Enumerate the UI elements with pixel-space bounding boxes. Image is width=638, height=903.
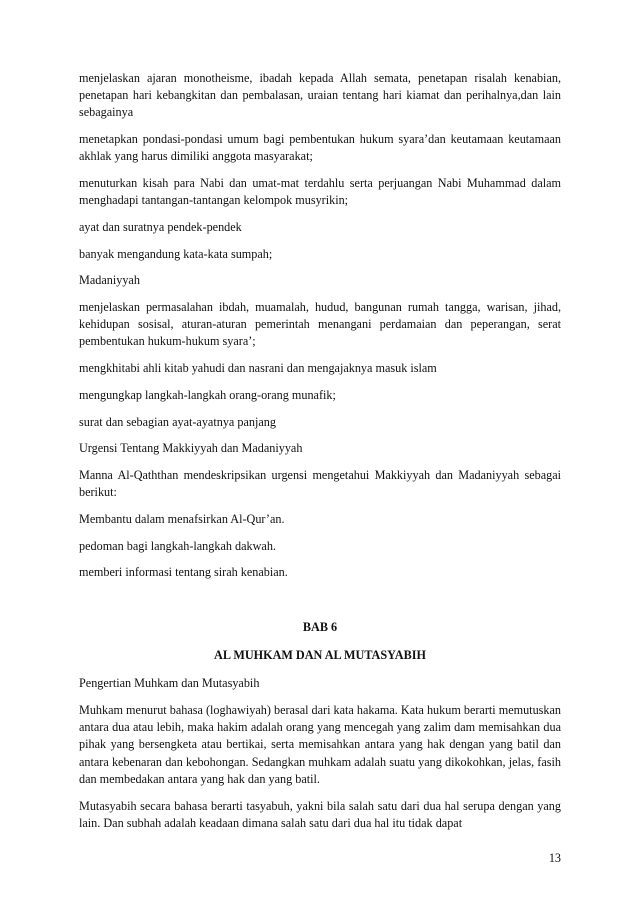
section-heading-pengertian: Pengertian Muhkam dan Mutasyabih [79,676,260,691]
paragraph: mengungkap langkah-langkah orang-orang munafik; [79,387,336,402]
page-content [79,70,561,842]
paragraph: pedoman bagi langkah-langkah dakwah. [79,538,276,553]
paragraph: mengkhitabi ahli kitab yahudi dan nasrani dan mengajaknya masuk islam [79,361,437,376]
chapter-label: BAB 6 [302,619,338,634]
paragraph: banyak mengandung kata-kata sumpah; [79,246,273,261]
section-heading-urgensi: Urgensi Tentang Makkiyyah dan Madaniyyah [79,441,303,456]
paragraph: ayat dan suratnya pendek-pendek [79,219,242,234]
paragraph: menjelaskan ajaran monotheisme, ibadah kepada Allah semata, penetapan risalah kenabian, penetapan hari kebangkitan dan pembalasan, uraian tentang hari kiamat dan perihalnya,dan lain sebagainya [79,71,561,120]
section-label-madaniyyah: Madaniyyah [79,273,140,288]
chapter-title: AL MUHKAM DAN AL MUTASYABIH [214,648,426,663]
page-number: 13 [548,851,561,865]
paragraph: menetapkan pondasi-pondasi umum bagi pembentukan hukum syara’dan keutamaan keutamaan akhlak yang harus dimiliki anggota masyarakat; [79,132,561,164]
paragraph: Membantu dalam menafsirkan Al-Qur’an. [79,511,285,526]
paragraph: menuturkan kisah para Nabi dan umat-mat terdahlu serta perjuangan Nabi Muhammad dalam menghadapi tantangan-tantangan kelompok musyrikin; [79,176,561,208]
paragraph: Mutasyabih secara bahasa berarti tasyabuh, yakni bila salah satu dari dua hal serupa dengan yang lain. Dan subhah adalah keadaan dimana salah satu dari dua hal itu tidak dapat [79,798,561,830]
paragraph: memberi informasi tentang sirah kenabian. [79,565,288,580]
paragraph: Manna Al-Qaththan mendeskripsikan urgensi mengetahui Makkiyyah dan Madaniyyah sebagai berikut: [79,467,561,500]
spacer [79,591,561,619]
paragraph: menjelaskan permasalahan ibdah, muamalah, hudud, bangunan rumah tangga, warisan, jihad, kehidupan sosisal, aturan-aturan pemerintah menangani perdamaian dan peperangan, serat pembentukan hukum-hukum syara’; [79,300,561,349]
paragraph: Muhkam menurut bahasa (loghawiyah) berasal dari kata hakama. Kata hukum berarti memutuskan antara dua atau lebih, maka hakim adalah orang yang mencegah yang zalim dam memisahkan dua pihak yang bersengketa atau bertikai, serta memisahkan antara yang hak dengan yang batil dan antara kebenaran dan kebohongan. Sedangkan muhkam adalah suatu yang dikokohkan, jelas, fasih dan membedakan antara yang hak dan yang batil. [79,703,561,786]
paragraph: surat dan sebagian ayat-ayatnya panjang [79,414,276,429]
